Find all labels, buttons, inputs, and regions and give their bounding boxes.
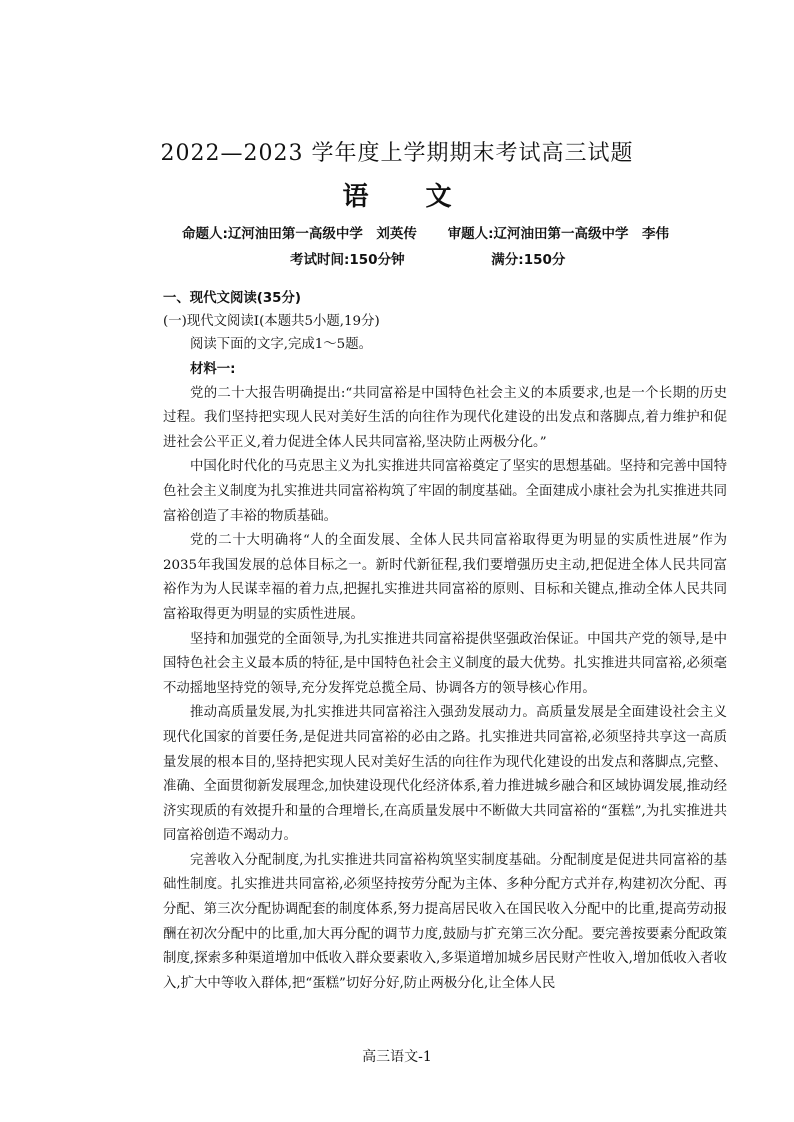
paragraph: 中国化时代化的马克思主义为扎实推进共同富裕奠定了坚实的思想基础。坚持和完善中国特色社会主义制度为扎实推进共同富裕构筑了牢固的制度基础。全面建成小康社会为扎实推进共同富裕创造了丰裕的物质基础。 xyxy=(163,459,727,524)
subject-char-1: 语 xyxy=(342,182,369,212)
page-footer: 高三语文-1 xyxy=(362,1049,432,1065)
paragraph: 坚持和加强党的全面领导,为扎实推进共同富裕提供坚强政治保证。中国共产党的领导,是中国特色社会主义最本质的特征,是中国特色社会主义制度的最大优势。扎实推进共同富裕,必须毫不动摇地坚持党的领导,充分发挥党总揽全局、协调各方的领导核心作用。 xyxy=(163,631,727,696)
section-heading: 一、现代文阅读(35分) xyxy=(163,291,301,306)
setter-info: 命题人:辽河油田第一高级中学 刘英传 xyxy=(182,226,417,242)
reviewer-info: 审题人:辽河油田第一高级中学 李伟 xyxy=(447,226,670,242)
reading-section xyxy=(163,287,727,996)
exam-info-line xyxy=(290,248,690,268)
material-label: 材料一: xyxy=(190,361,236,377)
paragraph: 党的二十大明确将“人的全面发展、全体人民共同富裕取得更为明显的实质性进展”作为2035年我国发展的总体目标之一。新时代新征程,我们要增强历史主动,把促进全体人民共同富裕作为为人民谋幸福的着力点,把握扎实推进共同富裕的原则、目标和关键点,推动全体人民共同富裕取得更为明显的实质性进展。 xyxy=(163,533,727,622)
instruction-text: 阅读下面的文字,完成1～5题。 xyxy=(190,337,372,352)
exam-score: 满分:150分 xyxy=(491,252,566,268)
paragraph: 党的二十大报告明确提出:“共同富裕是中国特色社会主义的本质要求,也是一个长期的历史过程。我们坚持把实现人民对美好生活的向往作为现代化建设的出发点和落脚点,着力维护和促进社会公平正义,着力促进全体人民共同富裕,坚决防止两极分化。” xyxy=(163,385,727,450)
exam-title: 2022—2023 学年度上学期期末考试高三试题 xyxy=(160,141,634,166)
exam-time: 考试时间:150分钟 xyxy=(290,252,405,268)
subsection-heading: (一)现代文阅读Ⅰ(本题共5小题,19分) xyxy=(163,314,380,329)
paragraph: 推动高质量发展,为扎实推进共同富裕注入强劲发展动力。高质量发展是全面建设社会主义现代化国家的首要任务,是促进共同富裕的必由之路。扎实推进共同富裕,必须坚持共享这一高质量发展的根本目的,坚持把实现人民对美好生活的向往作为现代化建设的出发点和落脚点,完整、准确、全面贯彻新发展理念,加快建设现代化经济体系,着力推进城乡融合和区域协调发展,推动经济实现质的有效提升和量的合理增长,在高质量发展中不断做大共同富裕的“蛋糕”,为扎实推进共同富裕创造不竭动力。 xyxy=(163,705,727,844)
authors-line xyxy=(182,222,722,242)
subject-title xyxy=(0,176,794,213)
paragraph: 完善收入分配制度,为扎实推进共同富裕构筑坚实制度基础。分配制度是促进共同富裕的基础性制度。扎实推进共同富裕,必须坚持按劳分配为主体、多种分配方式并存,构建初次分配、再分配、第三次分配协调配套的制度体系,努力提高居民收入在国民收入分配中的比重,提高劳动报酬在初次分配中的比重,加大再分配的调节力度,鼓励与扩充第三次分配。要完善按要素分配政策制度,探索多种渠道增加中低收入群众要素收入,多渠道增加城乡居民财产性收入,增加低收入者收入,扩大中等收入群体,把“蛋糕”切好分好,防止两极分化,让全体人民 xyxy=(163,852,727,991)
subject-char-2: 文 xyxy=(425,182,452,212)
